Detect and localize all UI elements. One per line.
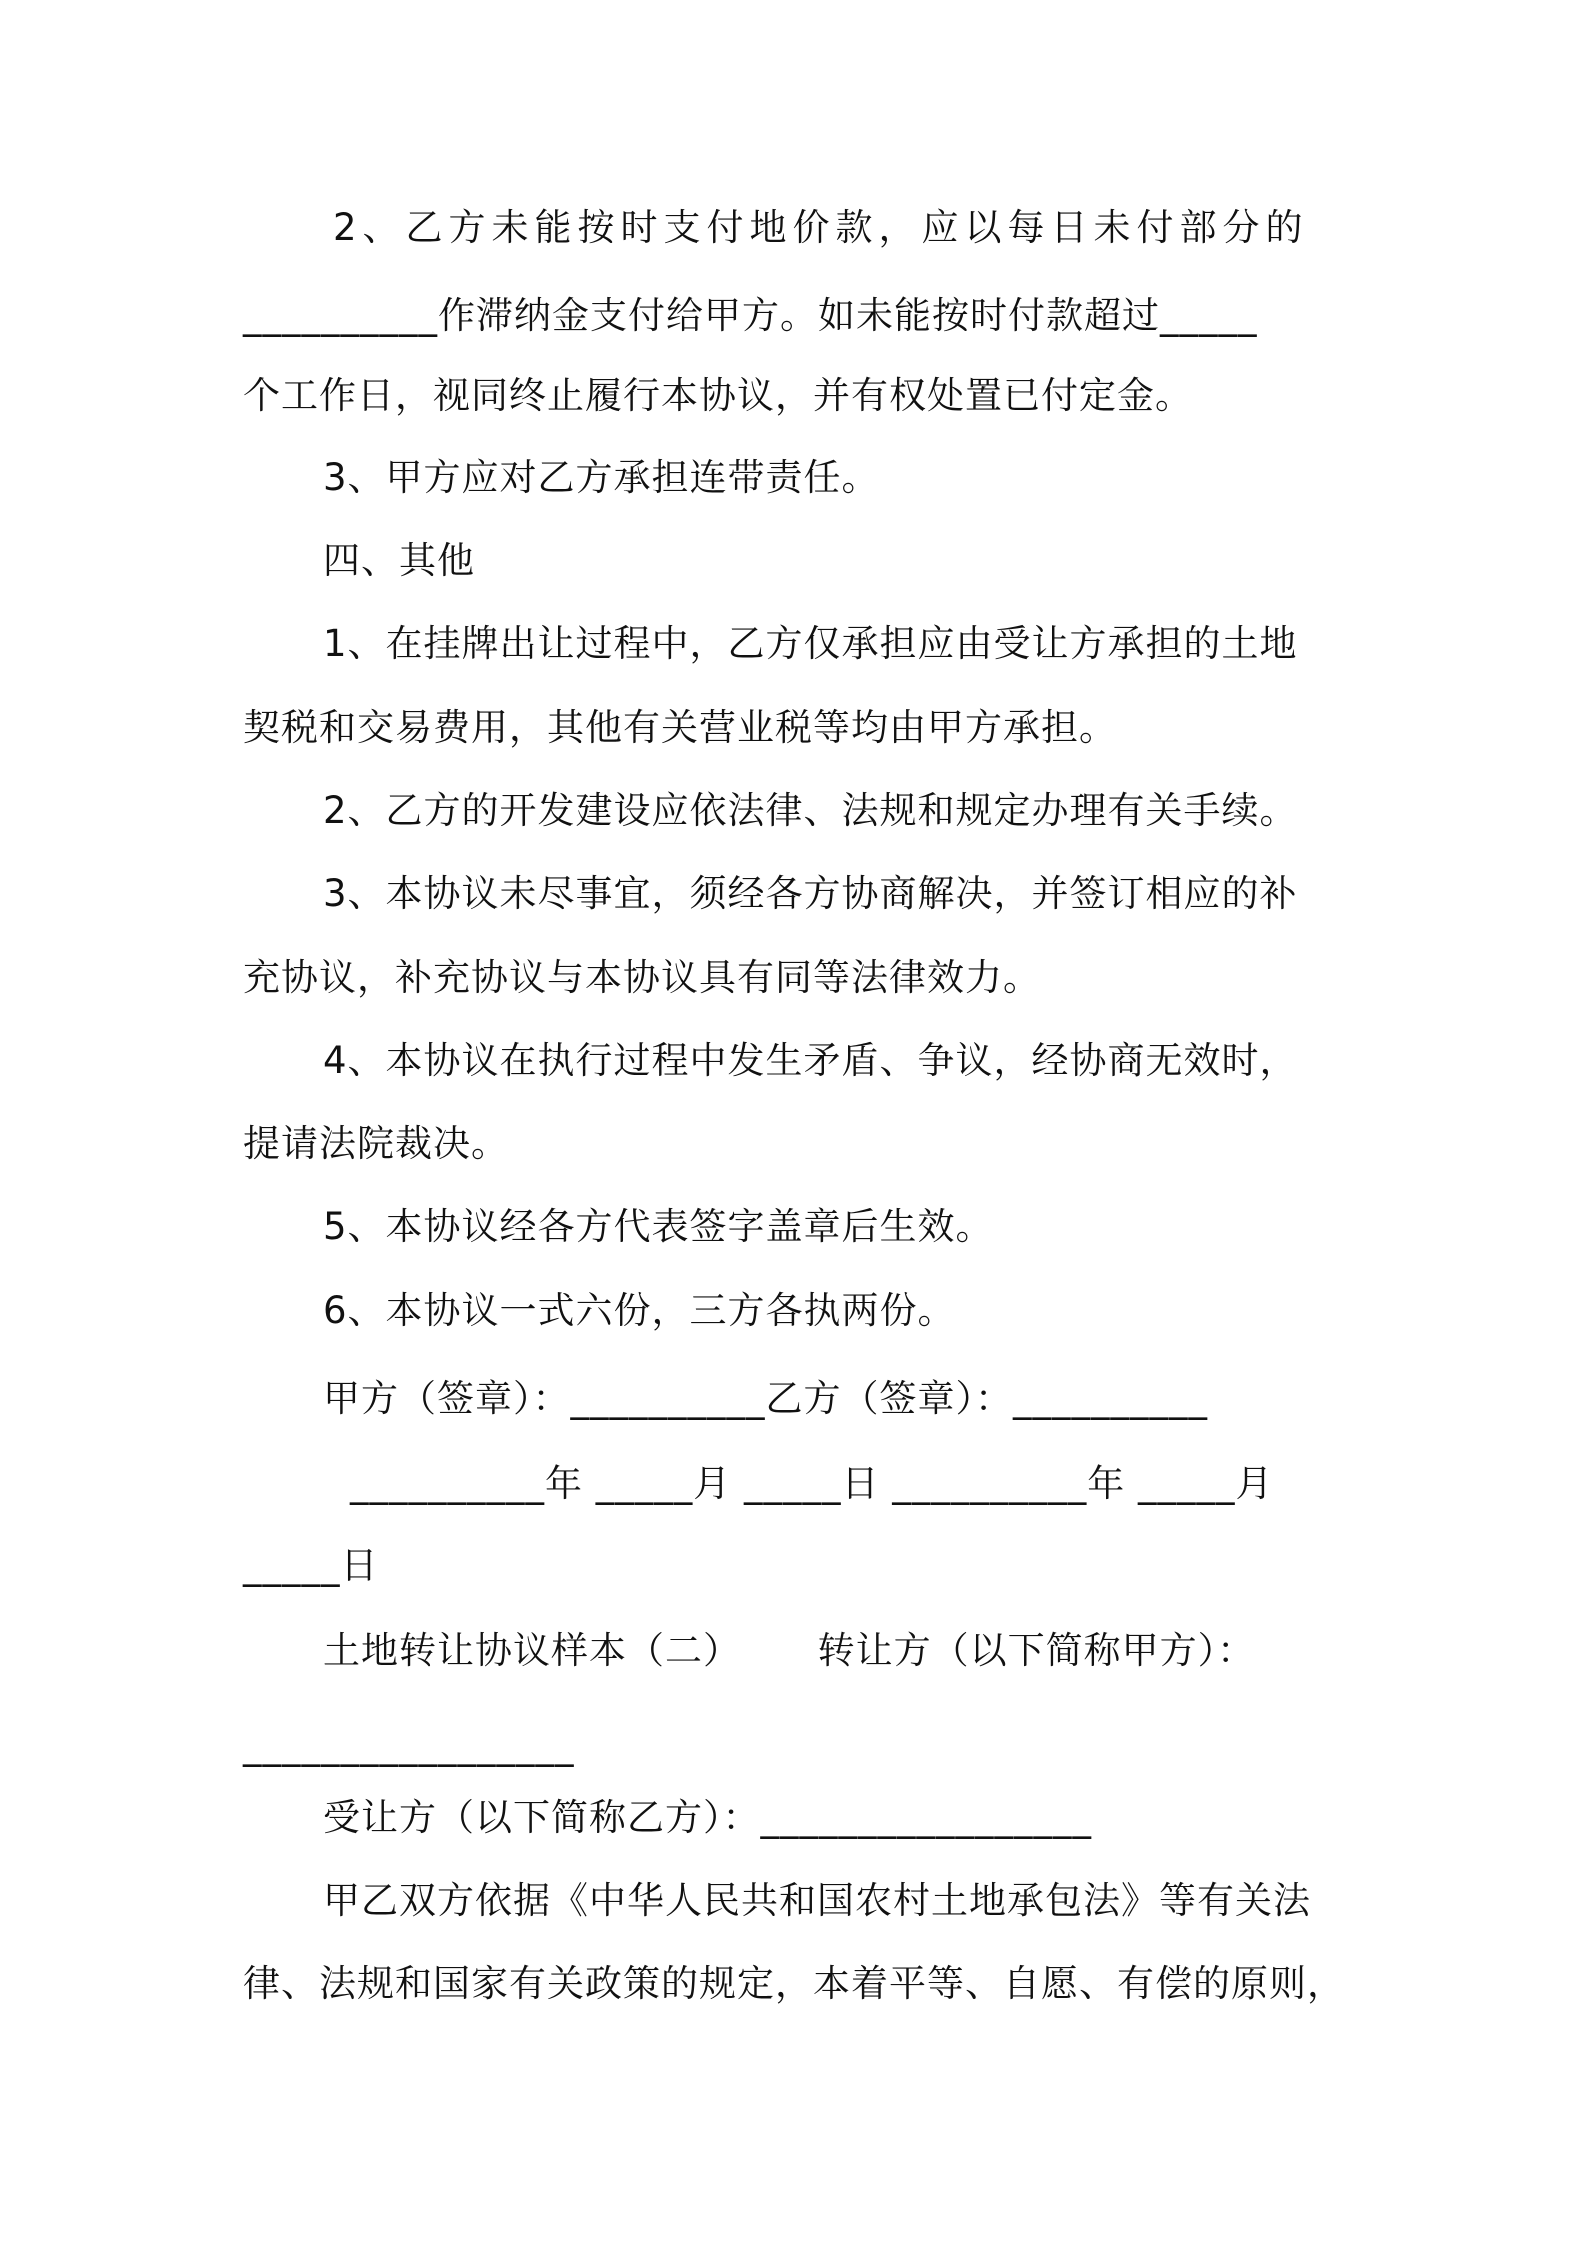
paragraph-line: 3、本协议未尽事宜，须经各方协商解决，并签订相应的补 (323, 872, 1298, 915)
party-line: 受让方（以下简称乙方）：_________________ (323, 1796, 1092, 1839)
paragraph-line: __________作滞纳金支付给甲方。如未能按时付款超过_____ (243, 294, 1258, 337)
paragraph-line: 个工作日，视同终止履行本协议，并有权处置已付定金。 (243, 374, 1193, 417)
sample-title-line: 土地转让协议样本（二） 转让方（以下简称甲方）： (323, 1629, 1256, 1672)
section-heading: 四、其他 (323, 539, 475, 582)
date-line: __________年 _____月 _____日 __________年 _____月 (350, 1462, 1274, 1505)
paragraph-line: 5、本协议经各方代表签字盖章后生效。 (323, 1205, 994, 1248)
paragraph-line: 充协议，补充协议与本协议具有同等法律效力。 (243, 956, 1041, 999)
paragraph-line: 1、在挂牌出让过程中，乙方仅承担应由受让方承担的土地 (323, 622, 1298, 665)
paragraph-line: 甲乙双方依据《中华人民共和国农村土地承包法》等有关法 (323, 1879, 1311, 1922)
paragraph-line: 2、乙方未能按时支付地价款，应以每日未付部分的 (333, 206, 1309, 249)
paragraph-line: 契税和交易费用，其他有关营业税等均由甲方承担。 (243, 706, 1117, 749)
paragraph-line: 3、甲方应对乙方承担连带责任。 (323, 456, 880, 499)
blank-line: _________________ (243, 1724, 575, 1767)
paragraph-line: 提请法院裁决。 (243, 1122, 509, 1165)
paragraph-line: 4、本协议在执行过程中发生矛盾、争议，经协商无效时， (323, 1039, 1298, 1082)
paragraph-line: 律、法规和国家有关政策的规定，本着平等、自愿、有偿的原则， (243, 1962, 1345, 2005)
date-line: _____日 (243, 1544, 379, 1587)
paragraph-line: 2、乙方的开发建设应依法律、法规和规定办理有关手续。 (323, 789, 1298, 832)
signature-line: 甲方（签章）：__________乙方（签章）：__________ (323, 1377, 1208, 1420)
paragraph-line: 6、本协议一式六份，三方各执两份。 (323, 1289, 956, 1332)
